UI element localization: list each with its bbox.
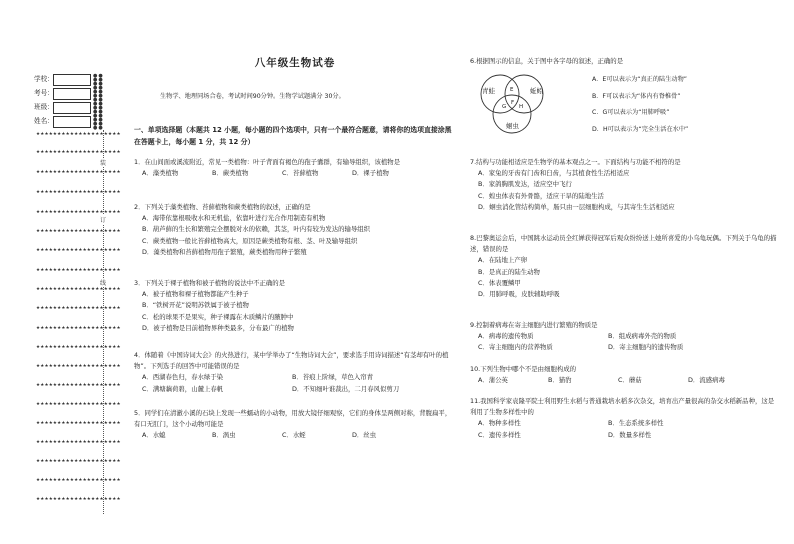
option-d[interactable]: D．不知细叶谁裁出，二月春风似剪刀 [292,384,400,393]
question-stem: 8.巴黎奥运会后，中国跳水运动员全红婵获得冠军后观众纷纷送上她所喜爱的小乌龟玩偶。下列关于乌龟的描述，错误的是 [470,234,777,254]
option-row [134,384,456,395]
option-b[interactable]: B．生态系统多样性 [608,419,664,428]
option-c[interactable]: C．蝗虫体表有外骨骼，适应干旱的陆地生活 [478,191,604,200]
option-b[interactable]: B．葫芦藓的生长和繁殖完全摆脱对水的依赖，其茎，叶内有较为发达的输导组织 [142,225,371,234]
option-d[interactable]: D．H可以表示为“完全生活在水中” [592,125,689,133]
option-c[interactable]: C．G可以表示为“用肺呼吸” [592,109,670,116]
binding-cut-line [103,130,105,514]
exam-number-input[interactable] [53,88,91,100]
binding-mark: 订 [100,217,107,224]
option-b[interactable]: B．“铁树开花”说明苏铁属于被子植物 [142,301,249,310]
question-1 [134,157,456,179]
question-8 [470,233,780,300]
option-b[interactable]: B．苔痕上阶绿，草色入帘青 [292,373,374,382]
section-heading: 一、单项选择题（本题共 12 小题，每小题的四个选项中，只有一个最符合题意，请将你的选项直接涂黑在答题卡上，每小题 1 分，共 12 分） [134,126,452,146]
option-a[interactable]: A．藻类植物 [142,169,179,178]
option-row [470,430,780,441]
option-c[interactable]: C．满塘藕荷碧，山麓上春帆 [142,384,224,393]
venn-letter-g: G [502,104,507,110]
option-b[interactable]: B．涡虫 [212,431,236,440]
option-row [134,168,456,179]
star-line: ★★★★★★★★★★★★★★★★★★★★ [36,268,121,273]
exam-intro: 生物学、地理同场合卷，考试时间90分钟。生物学试题满分 30分。 [160,93,345,100]
option-a[interactable]: A．水螅 [142,431,166,440]
option-c[interactable]: C．蕨类植物一般比苔藓植物高大，原因是蕨类植物有根、茎、叶及输导组织 [142,236,358,245]
star-line: ★★★★★★★★★★★★★★★★★★★★ [36,478,121,483]
option-d[interactable]: D．数量多样性 [608,430,652,439]
venn-letter-f: F [511,100,515,106]
star-line: ★★★★★★★★★★★★★★★★★★★★ [36,364,121,369]
star-line: ★★★★★★★★★★★★★★★★★★★★ [36,229,121,234]
star-line: ★★★★★★★★★★★★★★★★★★★★ [36,248,121,253]
star-line: ★★★★★★★★★★★★★★★★★★★★ [36,402,121,407]
star-line: ★★★★★★★★★★★★★★★★★★★★ [36,132,121,137]
star-line: ★★★★★★★★★★★★★★★★★★★★ [36,383,121,388]
option-a[interactable]: A．西湖春色归，春水绿于染 [142,373,224,382]
option-a[interactable]: A．海带依靠根吸收水和无机盐，依靠叶进行光合作用制造有机物 [142,214,326,223]
option-b[interactable]: B．家鸽胸肌发达，适应空中飞行 [478,180,572,189]
question-4 [134,350,456,395]
star-line: ★★★★★★★★★★★★★★★★★★★★ [36,440,121,445]
option-row [470,375,780,386]
question-10 [470,364,780,386]
question-stem: 1．在山间面或溪流附近，常见一类植物：叶子背面有褐色的孢子囊群，有输导组织，该植物是 [134,158,401,166]
class-input[interactable] [53,102,91,114]
option-b[interactable]: B．组成病毒外壳的物质 [608,332,677,341]
star-line: ★★★★★★★★★★★★★★★★★★★★ [36,306,121,311]
question-11 [470,396,780,441]
option-d[interactable]: D．寄主细胞内的遗传物质 [608,343,684,352]
question-stem: 7.结构与功能相适应是生物学的基本观点之一。下面结构与功能不相符的是 [470,158,681,166]
option-c[interactable]: C．寄主细胞内的营养物质 [478,343,553,352]
question-stem: 3．下列关于裸子植物和被子植物的说法中不正确的是 [134,279,286,287]
option-d[interactable]: D．被子植物是目前植物界种类最多，分布最广的植物 [142,323,294,332]
option-a[interactable]: A．病毒的遗传物质 [478,332,534,341]
option-a[interactable]: A．物种多样性 [478,419,521,428]
option-row [470,342,780,353]
venn-label-roundworm: 蛔虫 [506,122,519,130]
star-line: ★★★★★★★★★★★★★★★★★★★★ [36,345,121,350]
binding-mark: 线 [100,280,107,287]
option-a[interactable]: A．家兔的牙齿有门齿和臼齿，与其植食性生活相适应 [478,169,630,178]
option-a[interactable]: A．在陆地上产卵 [478,256,528,265]
question-6-options [592,72,688,138]
option-d[interactable]: D．藻类植物和苔藓植物用孢子繁殖，蕨类植物用种子繁殖 [142,247,307,256]
star-line: ★★★★★★★★★★★★★★★★★★★★ [36,210,121,215]
option-d[interactable]: D．裸子植物 [352,169,389,178]
question-stem: 5．同学们在清澈小溪的石块上发现一些蠕动的小动物，用放大镜仔细观察，它们的身体呈两侧对称，背腹扁平，有口无肛门，这个小动物可能是 [134,409,452,429]
venn-letter-h: H [519,104,524,110]
option-d[interactable]: D．用肺呼吸，皮肤辅助呼吸 [478,290,560,299]
star-line: ★★★★★★★★★★★★★★★★★★★★ [36,170,121,175]
binding-sidebar [0,0,128,544]
question-9 [470,320,780,354]
option-d[interactable]: D．流感病毒 [688,376,725,385]
question-stem: 11.我国科学家袁隆平院士利用野生水稻与普通栽培水稻多次杂交，培育出产量很高的杂交水稻新品种，这是利用了生物多样性中的 [470,397,775,417]
class-field: 班级： [34,102,54,113]
question-stem: 2．下列关于藻类植物、苔藓植物和蕨类植物的叙述，正确的是 [134,203,311,211]
star-line: ★★★★★★★★★★★★★★★★★★★★ [36,459,121,464]
option-b[interactable]: B．是真正的陆生动物 [478,267,540,276]
question-5 [134,408,456,442]
venn-letter-e: E [510,87,514,93]
question-6 [470,56,780,67]
option-c[interactable]: C．苔藓植物 [282,169,319,178]
school-field: 学校： [34,74,54,85]
option-d[interactable]: D．蛔虫消化管结构简单，肠只由一层细胞构成，与其寄生生活相适应 [478,202,675,211]
option-row [470,418,780,429]
question-stem: 6.根据图示的信息，关于图中各字母的叙述，正确的是 [470,57,624,65]
star-line: ★★★★★★★★★★★★★★★★★★★★ [36,326,121,331]
option-c[interactable]: C．遗传多样性 [478,430,521,439]
question-7 [470,157,780,213]
option-b[interactable]: B．F可以表示为“体内有脊椎骨” [592,92,681,100]
option-row [470,331,780,342]
exam-title: 八年级生物试卷 [254,57,336,69]
option-c[interactable]: C．水蛭 [282,431,306,440]
exam-number-field: 考号： [34,88,54,99]
star-line: ★★★★★★★★★★★★★★★★★★★★ [36,497,121,502]
question-stem: 4．体随着《中国诗词大会》的火热进行，某中学举办了“生物诗词大会”，要求选手用诗词描述“有茎却有叶的植物”。下列选手的回答中可能错误的是 [134,351,449,371]
option-c[interactable]: C．蘑菇 [618,376,642,385]
option-c[interactable]: C．体表覆鳞甲 [478,278,521,287]
option-a[interactable]: A．E可以表示为“真正的陆生动物” [592,76,687,83]
question-stem: 9.控制着病毒在寄主细胞内进行繁殖的物质是 [470,321,598,329]
question-2 [134,202,456,258]
question-3 [134,278,456,334]
star-line: ★★★★★★★★★★★★★★★★★★★★ [36,190,121,195]
option-c[interactable]: C．松的球果不是果实，种子裸露在木质鳞片的腋肿中 [142,312,294,321]
option-a[interactable]: A．被子植物和裸子植物都能产生种子 [142,290,249,299]
venn-label-earthworm: 蚯蚓 [530,87,543,95]
option-b[interactable]: B．猫豹 [548,376,572,385]
option-row [134,372,456,383]
binding-mark: 装 [100,160,107,167]
venn-label-frog: 青蛙 [482,87,495,95]
dot-column: ●● ●● ●● ●● ●● ●● ●● ●● ●● ●● ●● ●● ●● ●● [93,73,104,131]
question-stem: 10.下列生物中哪个不是由细胞构成的 [470,365,577,373]
name-input[interactable] [53,116,91,128]
option-row [134,430,456,441]
star-line: ★★★★★★★★★★★★★★★★★★★★ [36,287,121,292]
venn-diagram [470,74,580,140]
school-input[interactable] [53,74,91,86]
option-d[interactable]: D．丝虫 [352,431,377,440]
option-a[interactable]: A．蒲公英 [478,376,508,385]
option-b[interactable]: B．蕨类植物 [212,169,249,178]
star-line: ★★★★★★★★★★★★★★★★★★★★ [36,421,121,426]
star-line: ★★★★★★★★★★★★★★★★★★★★ [36,150,121,155]
name-field: 姓名： [34,116,54,127]
